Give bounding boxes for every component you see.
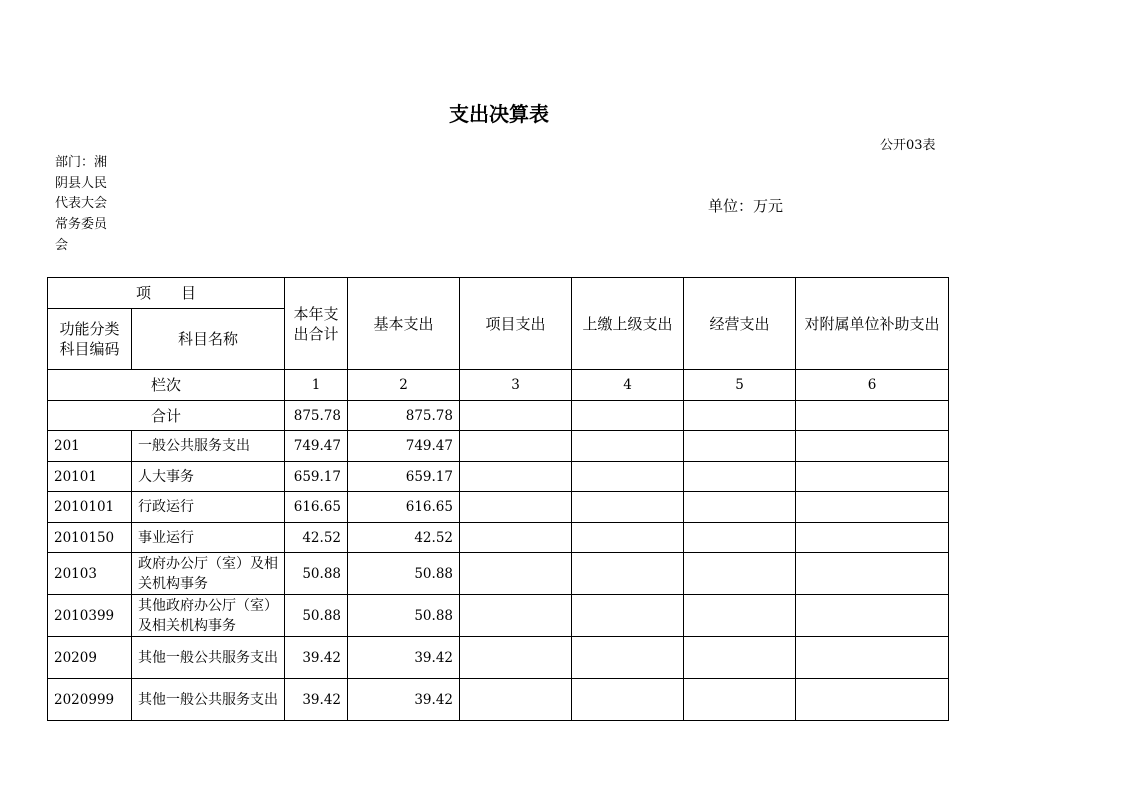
total-label: 合计: [48, 401, 285, 431]
row-name: 其他一般公共服务支出: [132, 679, 285, 721]
row-value: [572, 637, 684, 679]
row-value: [572, 462, 684, 492]
row-name: 人大事务: [132, 462, 285, 492]
row-value: [796, 637, 949, 679]
row-value: 42.52: [285, 523, 348, 553]
row-value: [572, 492, 684, 523]
row-value: [796, 492, 949, 523]
table-row: [48, 431, 949, 462]
page-title: 支出决算表: [449, 102, 549, 126]
total-value: [684, 401, 796, 431]
row-value: [460, 595, 572, 637]
row-value: 42.52: [348, 523, 460, 553]
row-value: [572, 553, 684, 595]
row-value: [684, 637, 796, 679]
row-value: 50.88: [285, 595, 348, 637]
row-value: 39.42: [348, 679, 460, 721]
table-row: [48, 679, 949, 721]
row-value: [684, 679, 796, 721]
row-value: [796, 553, 949, 595]
total-value: 875.78: [285, 401, 348, 431]
row-value: [684, 431, 796, 462]
table-row: [48, 523, 949, 553]
column-number: 3: [460, 370, 572, 401]
row-value: [684, 492, 796, 523]
row-code: 2010101: [48, 492, 132, 523]
table-row: [48, 553, 949, 595]
row-name: 一般公共服务支出: [132, 431, 285, 462]
row-code: 201: [48, 431, 132, 462]
header-item: 项 目: [48, 278, 285, 309]
row-code: 20101: [48, 462, 132, 492]
row-value: [796, 523, 949, 553]
row-value: [460, 523, 572, 553]
row-name: 其他一般公共服务支出: [132, 637, 285, 679]
row-value: [460, 492, 572, 523]
total-value: 875.78: [348, 401, 460, 431]
header-col-project: 项目支出: [460, 278, 572, 370]
column-number-label: 栏次: [48, 370, 285, 401]
total-value: [460, 401, 572, 431]
department-label: 部门：湘阴县人民代表大会常务委员会: [55, 155, 108, 253]
row-value: 616.65: [285, 492, 348, 523]
row-value: [684, 523, 796, 553]
row-value: 39.42: [285, 637, 348, 679]
row-value: [684, 553, 796, 595]
table-row: [48, 462, 949, 492]
column-number: 6: [796, 370, 949, 401]
row-code: 2020999: [48, 679, 132, 721]
total-row: [48, 401, 949, 431]
header-col-basic: 基本支出: [348, 278, 460, 370]
row-code: 2010399: [48, 595, 132, 637]
row-value: 50.88: [285, 553, 348, 595]
column-number: 5: [684, 370, 796, 401]
row-value: [796, 462, 949, 492]
column-number-row: [48, 370, 949, 401]
row-code: 20103: [48, 553, 132, 595]
row-value: [460, 679, 572, 721]
row-value: [460, 462, 572, 492]
column-number: 1: [285, 370, 348, 401]
expenditure-table: [47, 277, 949, 721]
row-value: [572, 431, 684, 462]
table-row: [48, 492, 949, 523]
table-row: [48, 637, 949, 679]
row-value: [796, 431, 949, 462]
column-number: 2: [348, 370, 460, 401]
row-value: 616.65: [348, 492, 460, 523]
row-value: [460, 553, 572, 595]
total-value: [572, 401, 684, 431]
header-func-code: 功能分类科目编码: [48, 309, 132, 370]
header-col-remit: 上缴上级支出: [572, 278, 684, 370]
row-code: 2010150: [48, 523, 132, 553]
row-value: [684, 462, 796, 492]
row-value: 749.47: [348, 431, 460, 462]
row-name: 行政运行: [132, 492, 285, 523]
row-value: 749.47: [285, 431, 348, 462]
row-value: [572, 523, 684, 553]
total-value: [796, 401, 949, 431]
row-value: [572, 679, 684, 721]
row-value: 659.17: [285, 462, 348, 492]
row-value: [796, 679, 949, 721]
row-value: [460, 637, 572, 679]
row-code: 20209: [48, 637, 132, 679]
column-number: 4: [572, 370, 684, 401]
header-col-total: 本年支出合计: [285, 278, 348, 370]
header-row-1: [48, 278, 949, 309]
form-number: 公开03表: [880, 138, 936, 153]
header-col-subsidy: 对附属单位补助支出: [796, 278, 949, 370]
table-row: [48, 595, 949, 637]
row-value: 39.42: [348, 637, 460, 679]
row-value: [460, 431, 572, 462]
unit-label: 单位：万元: [708, 197, 784, 215]
row-name: 其他政府办公厅（室）及相关机构事务: [132, 595, 285, 637]
header-col-business: 经营支出: [684, 278, 796, 370]
row-value: 50.88: [348, 553, 460, 595]
row-name: 事业运行: [132, 523, 285, 553]
row-value: 659.17: [348, 462, 460, 492]
row-value: 39.42: [285, 679, 348, 721]
row-value: [572, 595, 684, 637]
row-value: 50.88: [348, 595, 460, 637]
row-name: 政府办公厅（室）及相关机构事务: [132, 553, 285, 595]
row-value: [796, 595, 949, 637]
header-subject-name: 科目名称: [132, 309, 285, 370]
row-value: [684, 595, 796, 637]
